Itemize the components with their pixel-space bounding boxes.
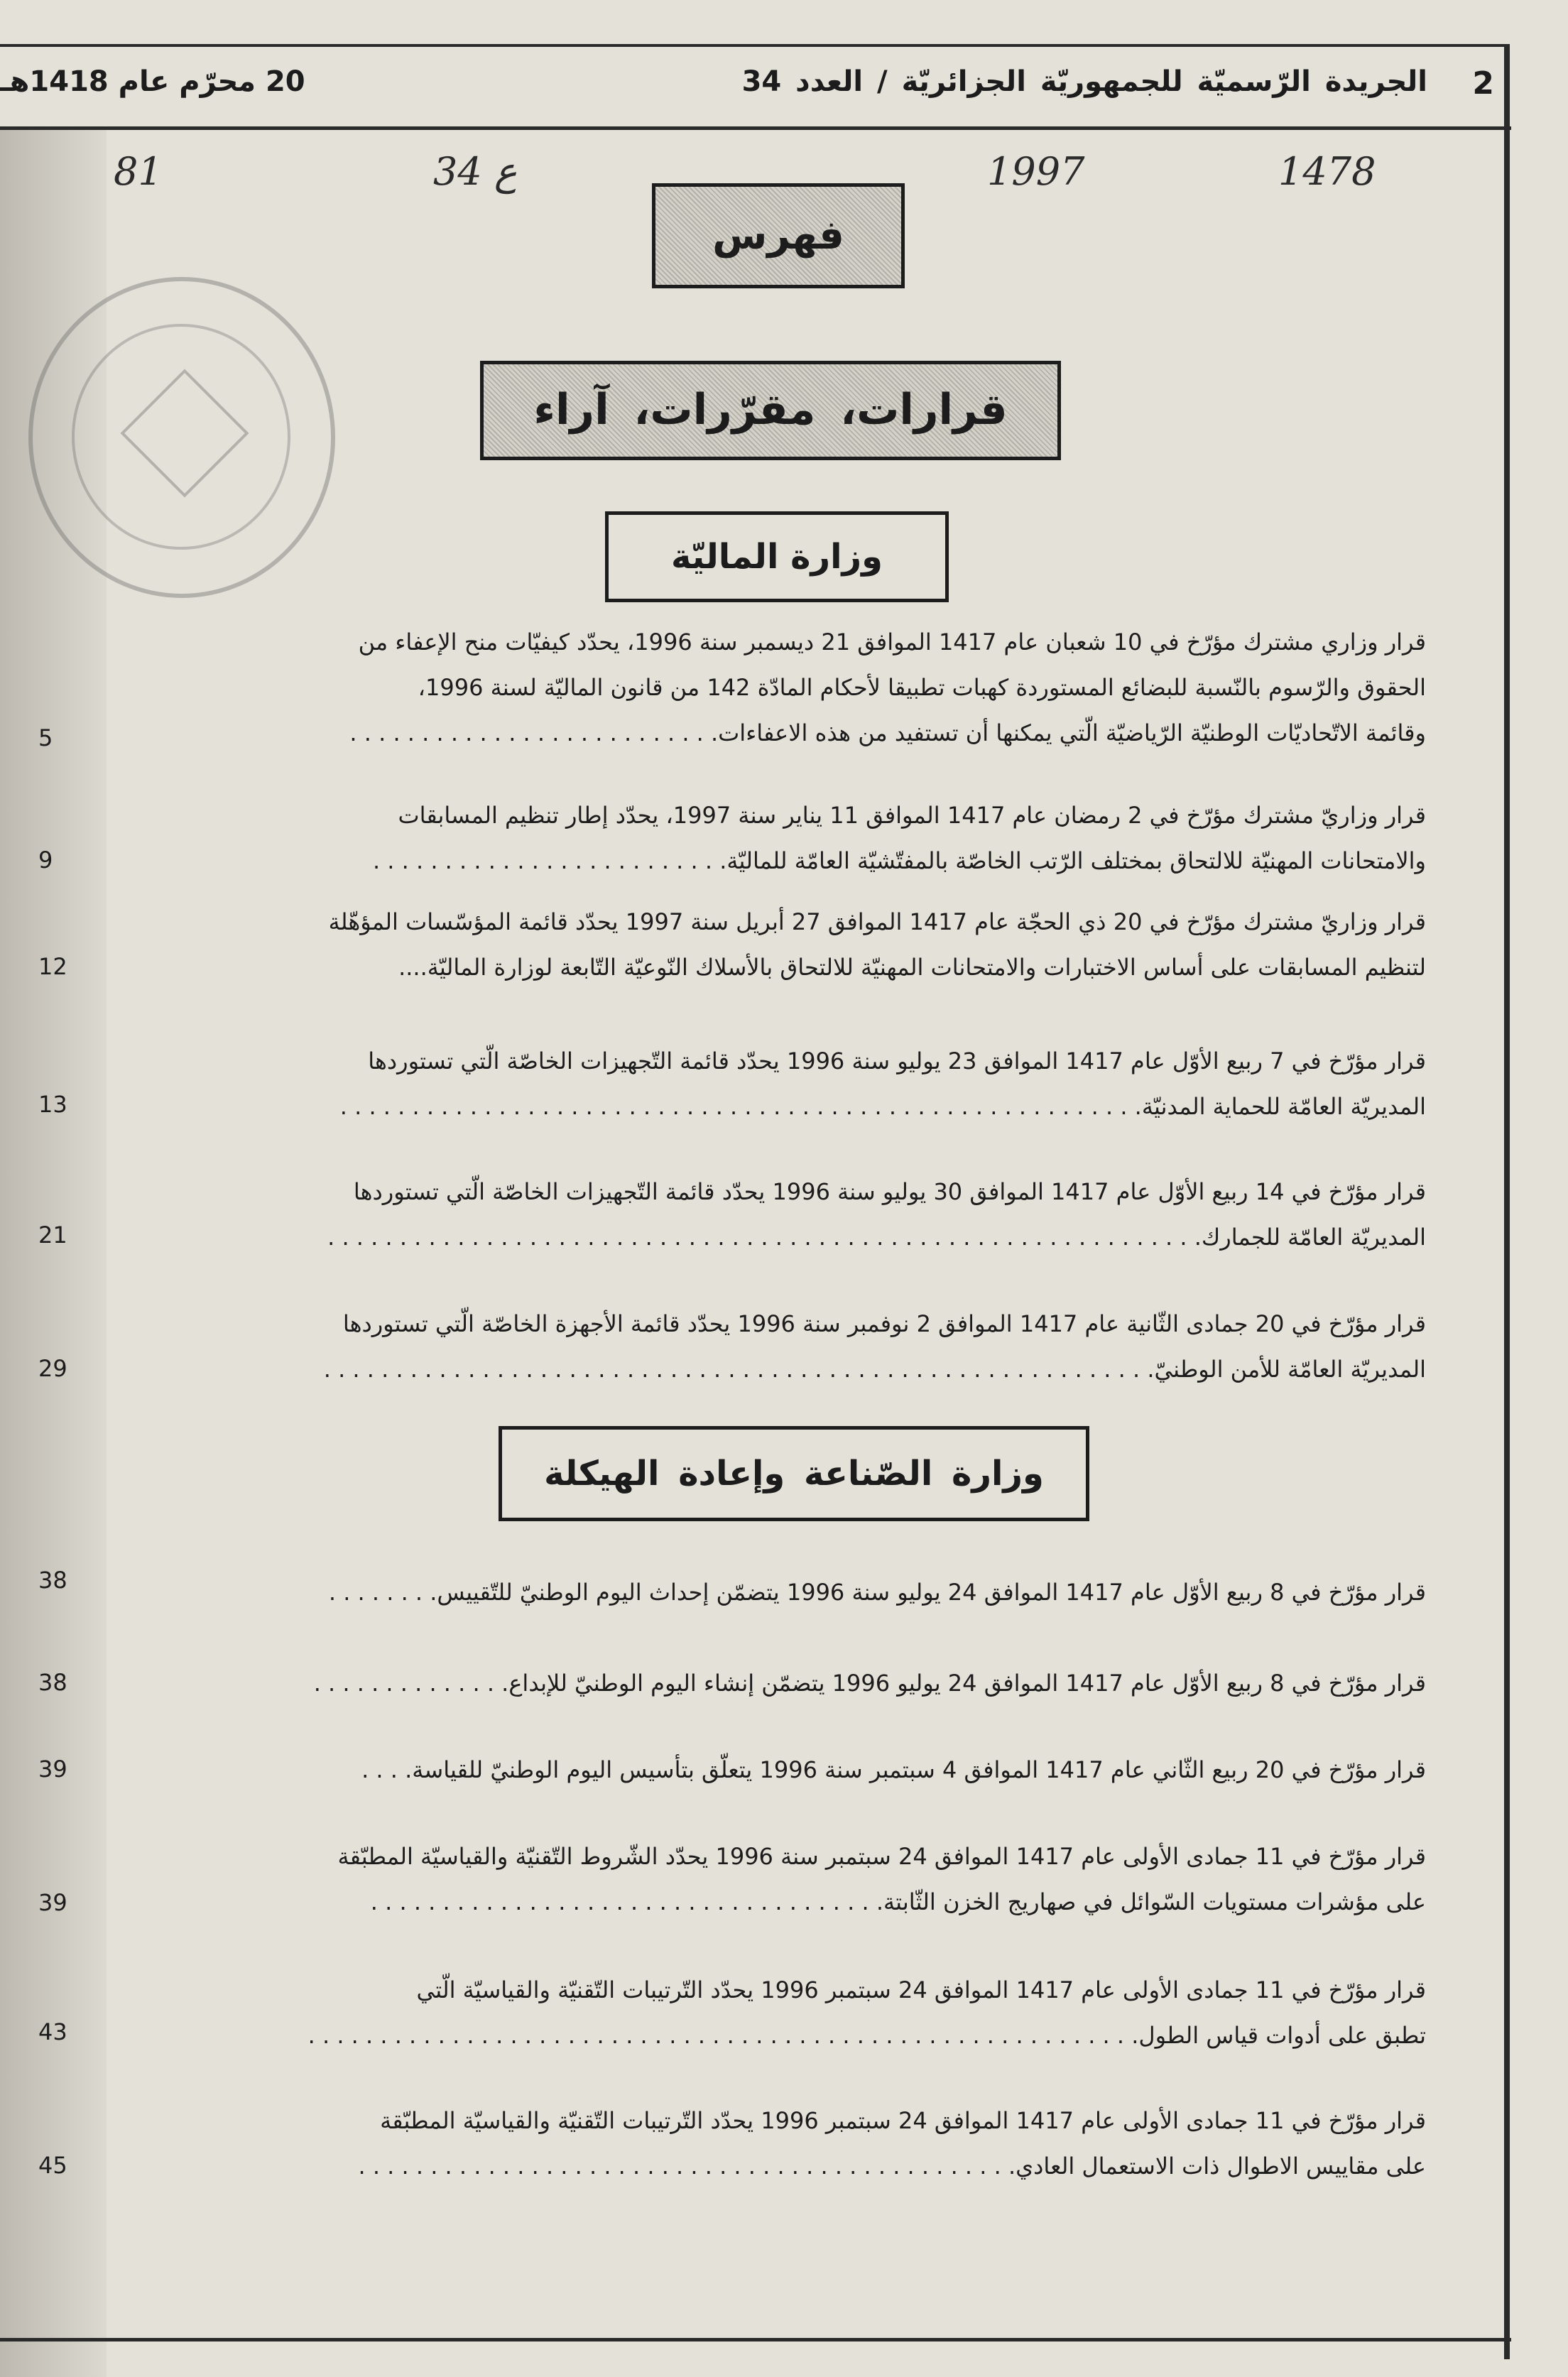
toc-entry[interactable] xyxy=(84,1834,1426,1925)
entry-line: قرار مؤرّخ في 8 ربيع الأوّل عام 1417 الموافق 24 يوليو 1996 يتضمّن إنشاء اليوم الوطنيّ للإبداع. . . . . . . . . . . . . . xyxy=(313,1670,1426,1697)
toc-entry[interactable] xyxy=(84,1169,1426,1260)
entry-line: قرار مؤرّخ في 20 جمادى الثّانية عام 1417 الموافق 2 نوفمبر سنة 1996 يحدّد قائمة الأجهزة الخاصّة الّتي تستوردها xyxy=(342,1310,1426,1337)
entry-line: قرار وزاري مشترك مؤرّخ في 10 شعبان عام 1417 الموافق 21 ديسمبر سنة 1996، يحدّد كيفيّات منح الإعفاء من xyxy=(358,629,1426,656)
entry-line: وقائمة الاتّحاديّات الوطنيّة الرّياضيّة الّتي يمكنها أن تستفيد من هذه الاعفاءات. . . . . . . . . . . . . . . . . . . . . . . . . . xyxy=(349,719,1426,746)
page-ref: 29 xyxy=(38,1355,67,1382)
entry-line: قرار مؤرّخ في 8 ربيع الأوّل عام 1417 الموافق 24 يوليو سنة 1996 يتضمّن إحداث اليوم الوطنيّ للتّقييس. . . . . . . . xyxy=(328,1579,1426,1606)
toc-entry[interactable] xyxy=(84,1747,1426,1793)
entry-line: قرار مؤرّخ في 11 جمادى الأولى عام 1417 الموافق 24 سبتمبر 1996 يحدّد التّرتيبات التّقنيّة والقياسيّة الّتي xyxy=(416,1976,1426,2003)
handwritten-issue: 34 ع xyxy=(433,149,518,194)
ministry-industry-title: وزارة الصّناعة وإعادة الهيكلة xyxy=(499,1426,1089,1521)
entry-line: قرار مؤرّخ في 7 ربيع الأوّل عام 1417 الموافق 23 يوليو سنة 1996 يحدّد قائمة التّجهيزات الخاصّة الّتي تستوردها xyxy=(368,1048,1426,1075)
handwritten-number: 1478 xyxy=(1278,149,1376,194)
page-ref: 13 xyxy=(38,1091,67,1118)
faded-stamp xyxy=(28,277,335,598)
entry-line: المديريّة العامّة للجمارك. . . . . . . . . . . . . . . . . . . . . . . . . . . . . . . . . . . . . . . . . . . . . . . . . . . . . . . . . . . . . xyxy=(327,1224,1426,1251)
page-ref: 12 xyxy=(38,953,67,980)
frame-bottom xyxy=(0,2338,1511,2341)
page-ref: 5 xyxy=(38,724,53,751)
toc-entry[interactable] xyxy=(84,1967,1426,2058)
toc-entry[interactable] xyxy=(84,793,1426,883)
frame-top xyxy=(0,126,1511,130)
page-number: 2 xyxy=(1472,65,1494,102)
entry-line: لتنظيم المسابقات على أساس الاختبارات والامتحانات المهنيّة للالتحاق بالأسلاك النّوعيّة التّابعة لوزارة الماليّة.... xyxy=(398,954,1426,981)
toc-entry[interactable] xyxy=(84,1301,1426,1392)
issue-date: 20 محرّم عام 1418هـ xyxy=(0,65,305,98)
handwritten-mark-left: 81 xyxy=(114,149,163,194)
entry-line: قرار مؤرّخ في 11 جمادى الأولى عام 1417 الموافق 24 سبتمبر سنة 1996 يحدّد الشّروط التّقنيّة والقياسيّة المطبّقة xyxy=(337,1843,1426,1870)
page-ref: 43 xyxy=(38,2018,67,2045)
entry-line: تطبق على أدوات قياس الطول. . . . . . . . . . . . . . . . . . . . . . . . . . . . . . . . . . . . . . . . . . . . . . . . . . . . . . . . . . xyxy=(307,2022,1426,2049)
ministry-finance-title: وزارة الماليّة xyxy=(605,511,949,602)
entry-line: والامتحانات المهنيّة للالتحاق بمختلف الرّتب الخاصّة بالمفتّشيّة العامّة للماليّة. . . . . . . . . . . . . . . . . . . . . . . . . xyxy=(372,847,1426,874)
entry-line: على مقاييس الاطوال ذات الاستعمال العادي. . . . . . . . . . . . . . . . . . . . . . . . . . . . . . . . . . . . . . . . . . . . . . xyxy=(358,2153,1426,2180)
entry-line: على مؤشرات مستويات السّوائل في صهاريج الخزن الثّابتة. . . . . . . . . . . . . . . . . . . . . . . . . . . . . . . . . . . . xyxy=(370,1888,1426,1915)
entry-line: قرار وزاريّ مشترك مؤرّخ في 2 رمضان عام 1417 الموافق 11 يناير سنة 1997، يحدّد إطار تنظيم المسابقات xyxy=(398,802,1426,829)
entry-line: المديريّة العامّة للحماية المدنيّة. . . . . . . . . . . . . . . . . . . . . . . . . . . . . . . . . . . . . . . . . . . . . . . . . . . . . . . . xyxy=(339,1093,1426,1120)
toc-entry[interactable] xyxy=(84,619,1426,756)
entry-line: قرار وزاريّ مشترك مؤرّخ في 20 ذي الحجّة عام 1417 الموافق 27 أبريل سنة 1997 يحدّد قائمة المؤسّسات المؤهّلة xyxy=(328,908,1426,935)
toc-entry[interactable] xyxy=(84,1038,1426,1129)
handwritten-year: 1997 xyxy=(987,149,1085,194)
toc-entry[interactable] xyxy=(84,1570,1426,1615)
page-ref: 38 xyxy=(38,1669,67,1696)
frame-right xyxy=(1504,44,1510,2359)
entry-line: قرار مؤرّخ في 14 ربيع الأوّل عام 1417 الموافق 30 يوليو سنة 1996 يحدّد قائمة التّجهيزات الخاصّة الّتي تستوردها xyxy=(353,1178,1426,1205)
top-rule xyxy=(0,44,1510,47)
toc-entry[interactable] xyxy=(84,2098,1426,2189)
page-header xyxy=(0,61,1498,118)
entry-line: قرار مؤرّخ في 11 جمادى الأولى عام 1417 الموافق 24 سبتمبر 1996 يحدّد التّرتيبات التّقنيّة والقياسيّة المطبّقة xyxy=(380,2107,1426,2134)
entry-line: قرار مؤرّخ في 20 ربيع الثّاني عام 1417 الموافق 4 سبتمبر سنة 1996 يتعلّق بتأسيس اليوم الوطنيّ للقياسة. . . . xyxy=(361,1756,1426,1783)
page-ref: 39 xyxy=(38,1756,67,1783)
page-ref: 39 xyxy=(38,1889,67,1916)
index-title-box: فهرس xyxy=(652,183,905,288)
entry-line: الحقوق والرّسوم بالنّسبة للبضائع المستوردة كهبات تطبيقا لأحكام المادّة 142 من قانون الماليّة لسنة 1996، xyxy=(418,674,1426,701)
toc-entry[interactable] xyxy=(84,899,1426,990)
page-ref: 38 xyxy=(38,1567,67,1594)
page-ref: 45 xyxy=(38,2152,67,2179)
journal-title: الجريدة الرّسميّة للجمهوريّة الجزائريّة / العدد 34 xyxy=(741,65,1427,98)
section-title-box: قرارات، مقرّرات، آراء xyxy=(480,361,1061,460)
page-ref: 9 xyxy=(38,847,53,874)
entry-line: المديريّة العامّة للأمن الوطنيّ. . . . . . . . . . . . . . . . . . . . . . . . . . . . . . . . . . . . . . . . . . . . . . . . . . . . . . . . . . xyxy=(323,1356,1426,1383)
toc-entry[interactable] xyxy=(84,1660,1426,1706)
page-ref: 21 xyxy=(38,1222,67,1249)
